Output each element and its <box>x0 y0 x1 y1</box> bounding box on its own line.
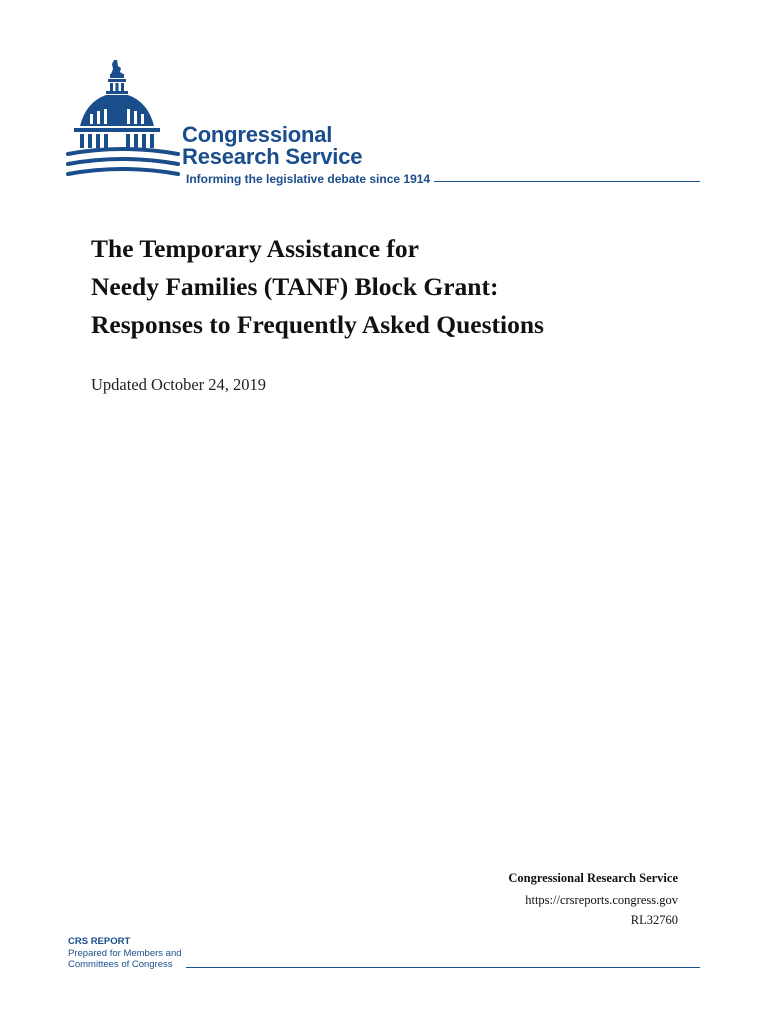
footer-line: Committees of Congress <box>68 959 173 970</box>
title-line: Responses to Frequently Asked Questions <box>91 310 544 339</box>
org-name-line1: Congressional <box>182 122 333 147</box>
report-title <box>91 230 711 344</box>
contact-url-link[interactable]: https://crsreports.congress.gov <box>525 893 678 907</box>
org-tagline: Informing the legislative debate since 1914 <box>186 172 431 186</box>
header-divider <box>434 181 700 182</box>
title-line: Needy Families (TANF) Block Grant: <box>91 272 499 301</box>
contact-block <box>508 870 678 929</box>
footer-divider <box>186 967 700 968</box>
report-number: RL32760 <box>630 913 678 927</box>
contact-organization: Congressional Research Service <box>508 871 678 885</box>
capitol-dome-icon <box>66 58 184 186</box>
footer-label: CRS REPORT <box>68 936 131 947</box>
footer <box>68 936 700 971</box>
footer-line: Prepared for Members and <box>68 947 182 959</box>
tagline-row <box>186 172 700 186</box>
updated-date: Updated October 24, 2019 <box>91 375 267 394</box>
footer-text-block <box>68 936 182 971</box>
org-logo-wordmark <box>182 124 362 168</box>
title-line: The Temporary Assistance for <box>91 234 419 263</box>
org-name-line2: Research Service <box>182 144 363 169</box>
